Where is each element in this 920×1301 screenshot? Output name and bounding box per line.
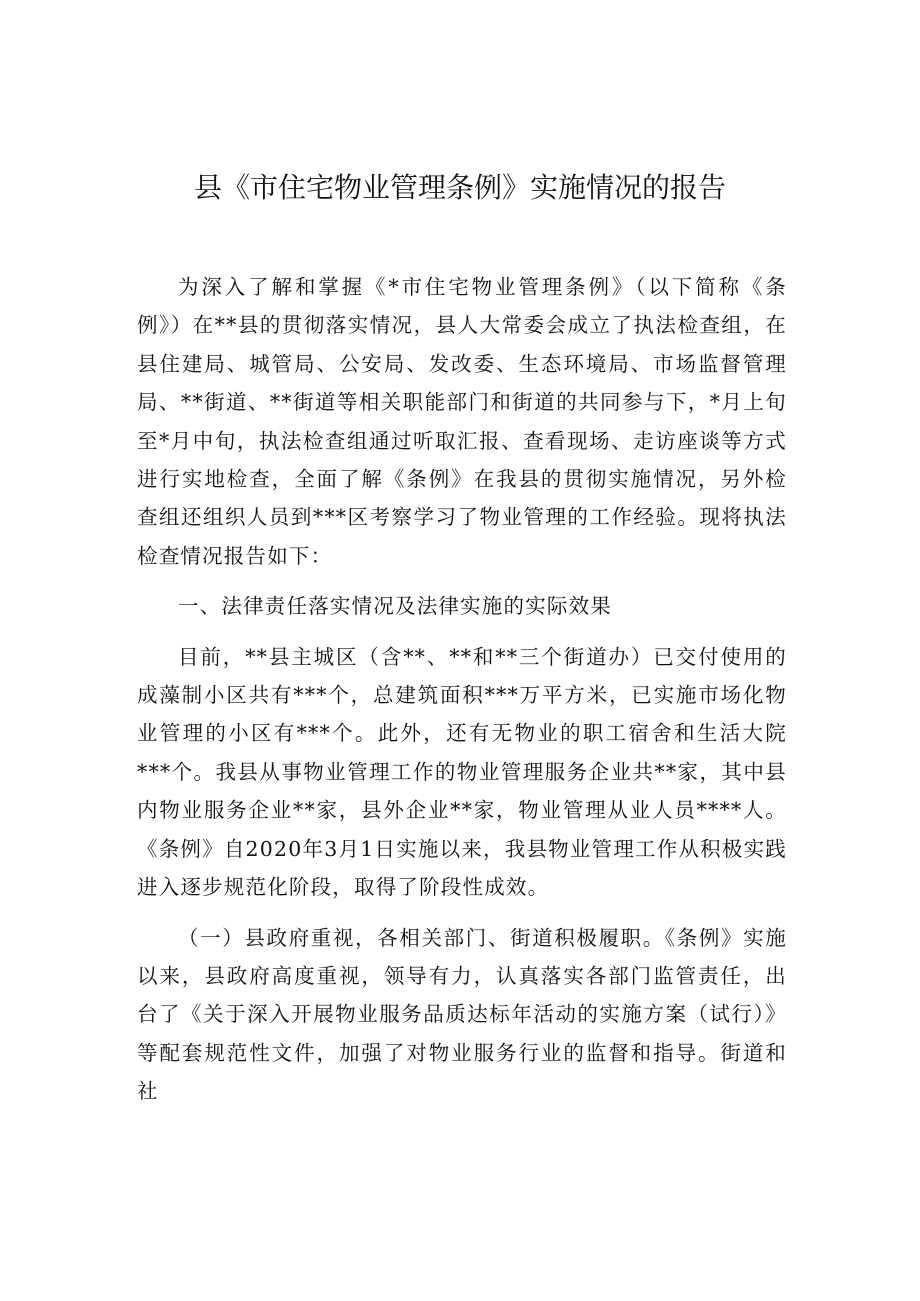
document-body — [137, 268, 787, 1111]
body-paragraph: （一）县政府重视，各相关部门、街道积极履职。《条例》实施以来，县政府高度重视，领导有力，认真落实各部门监管责任，出台了《关于深入开展物业服务品质达标年活动的实施方案（试行）》等配套规范性文件，加强了对物业服务行业的监督和指导。街道和社 — [137, 925, 787, 1104]
section-heading: 一、法律责任落实情况及法律实施的实际效果 — [178, 594, 612, 619]
body-paragraph: 目前，**县主城区（含**、**和**三个街道办）已交付使用的成藻制小区共有***个，总建筑面积***万平方米，已实施市场化物业管理的小区有***个。此外，还有无物业的职工宿舍和生活大院***个。我县从事物业管理工作的物业管理服务企业共**家，其中县内物业服务企业**家，县外企业**家，物业管理从业人员****人。《条例》自2020年3月1日实施以来，我县物业管理工作从积极实践进入逐步规范化阶段，取得了阶段性成效。 — [137, 644, 787, 900]
document-title: 县《市住宅物业管理条例》实施情况的报告 — [193, 171, 726, 204]
intro-paragraph: 为深入了解和掌握《*市住宅物业管理条例》（以下简称《条例》）在**县的贯彻落实情况，县人大常委会成立了执法检查组，在县住建局、城管局、公安局、发改委、生态环境局、市场监督管理局、**街道、**街道等相关职能部门和街道的共同参与下，*月上旬至*月中旬，执法检查组通过听取汇报、查看现场、走访座谈等方式进行实地检查，全面了解《条例》在我县的贯彻实施情况，另外检查组还组织人员到***区考察学习了物业管理的工作经验。现将执法检查情况报告如下： — [137, 275, 787, 568]
